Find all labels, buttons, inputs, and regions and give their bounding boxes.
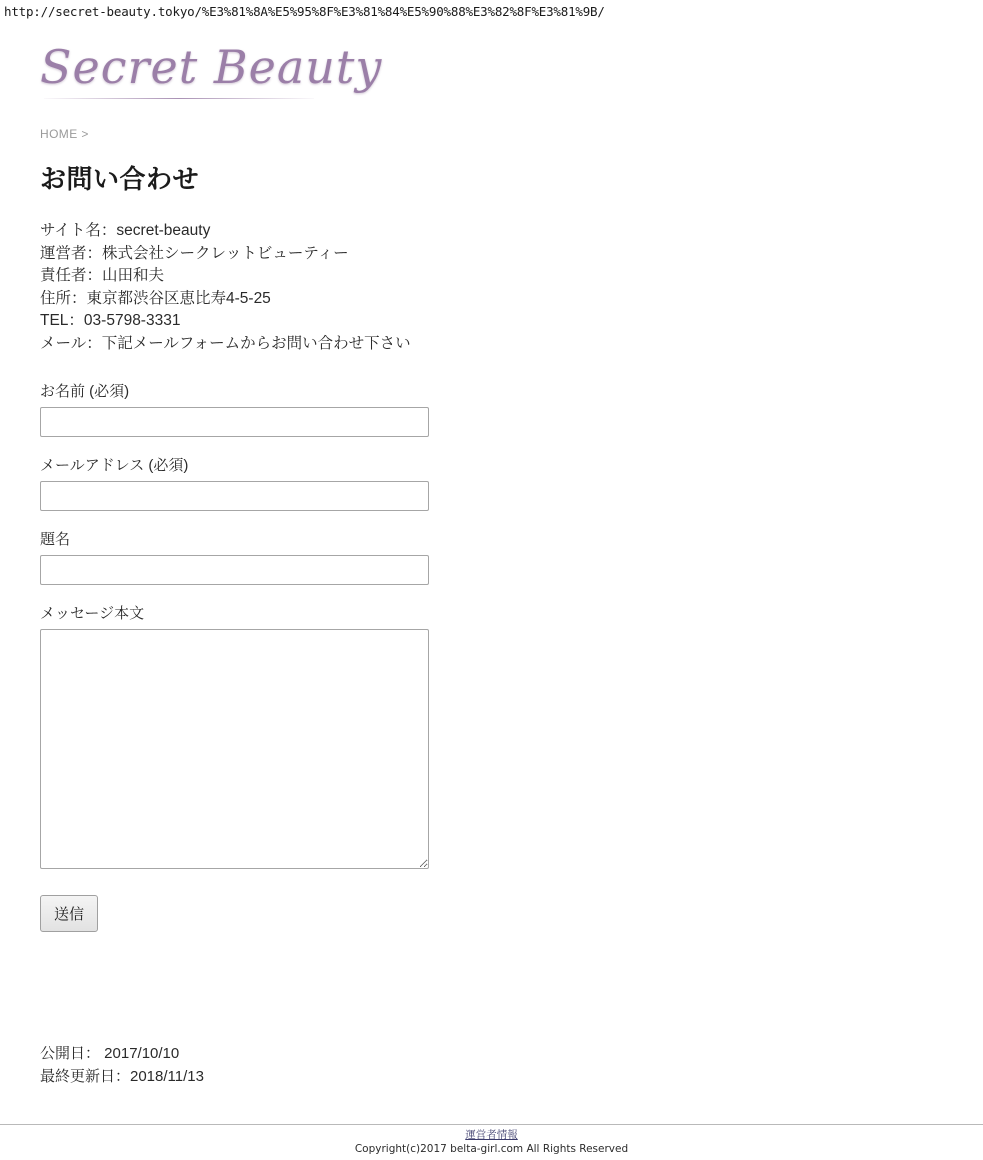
operator-info-link[interactable]: 運営者情報 (465, 1129, 518, 1141)
site-info-block (40, 220, 983, 356)
site-footer (0, 1124, 983, 1160)
email-input[interactable] (40, 481, 429, 511)
field-message (40, 602, 983, 869)
subject-input[interactable] (40, 555, 429, 585)
message-textarea[interactable] (40, 629, 429, 869)
field-subject (40, 528, 983, 585)
breadcrumb-home-link[interactable]: HOME > (40, 127, 89, 141)
subject-field-label: 題名 (40, 530, 71, 548)
updated-date: 最終更新日：2018/11/13 (40, 1067, 204, 1085)
browser-url-bar[interactable]: http://secret-beauty.tokyo/%E3%81%8A%E5%95%8F%E3%81%84%E5%90%88%E3%82%8F%E3%81%9B/ (4, 4, 605, 19)
site-logo-text: Secret Beauty (40, 40, 383, 94)
field-email (40, 454, 983, 511)
email-field-label: メールアドレス (必須) (40, 456, 189, 474)
publication-dates (40, 1042, 983, 1088)
copyright-text: Copyright(c)2017 belta-girl.com All Rights Reserved (354, 1143, 629, 1155)
field-name (40, 380, 983, 437)
contact-form (40, 380, 983, 932)
info-line-operator: 運営者：株式会社シークレットビューティー (40, 244, 349, 262)
info-line-mail: メール：下記メールフォームからお問い合わせ下さい (40, 334, 411, 352)
info-line-tel: TEL：03-5798-3331 (40, 312, 181, 330)
submit-button[interactable]: 送信 (40, 895, 98, 932)
page-title: お問い合わせ (40, 164, 200, 194)
info-line-sitename: サイト名：secret-beauty (40, 222, 211, 239)
submit-row (40, 895, 983, 932)
message-field-label: メッセージ本文 (40, 604, 145, 622)
info-line-manager: 責任者：山田和夫 (40, 267, 165, 285)
published-date: 公開日： 2017/10/10 (40, 1044, 180, 1062)
name-input[interactable] (40, 407, 429, 437)
name-field-label: お名前 (必須) (40, 382, 130, 400)
page-content (0, 33, 983, 1088)
breadcrumb[interactable] (40, 127, 983, 141)
logo-underline-decoration (44, 98, 314, 99)
site-logo[interactable] (40, 33, 983, 105)
info-line-address: 住所：東京都渋谷区恵比寿4-5-25 (40, 289, 271, 307)
